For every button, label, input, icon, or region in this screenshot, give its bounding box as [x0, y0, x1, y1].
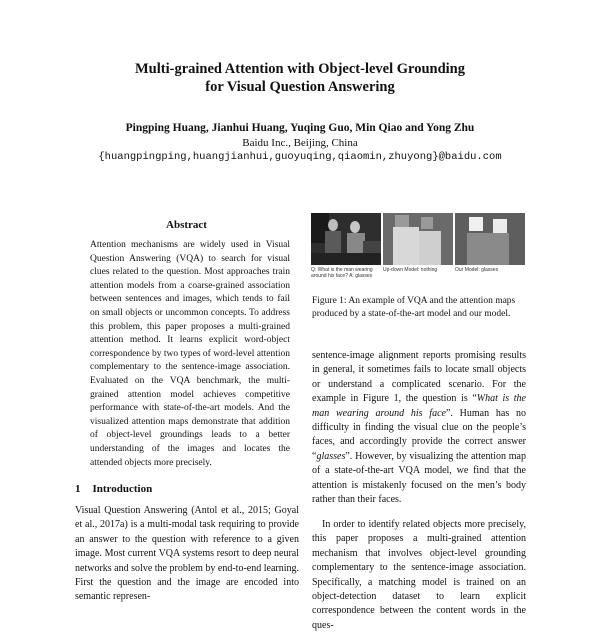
figure-attention-ours [455, 213, 525, 265]
figure-1 [311, 213, 526, 265]
figure-attention-updown [383, 213, 453, 265]
abstract-heading: Abstract [166, 219, 207, 231]
answer-quote: glasses [316, 450, 346, 462]
section-title: Introduction [92, 483, 153, 495]
figure-subcaption-ours: Our Model: glasses [455, 267, 499, 273]
text-run: sentence-image alignment reports promising results in general, it sometimes fails to locate small objects or understand a complicated scenario. For the example in Figure 1, the question is “ [312, 350, 526, 405]
introduction-heading [75, 483, 152, 495]
authors: Pingping Huang, Jianhui Huang, Yuqing Guo, Min Qiao and Yong Zhu [125, 122, 475, 134]
introduction-left-text: Visual Question Answering (Antol et al., 2015; Goyal et al., 2017a) is a multi-modal task requiring to provide an answer to the question with reference to a given image. Most current VQA systems resort to deep neural networks and solve the problem by end-to-end learning. First the question and the image are encoded into semantic represen- [75, 505, 299, 603]
section-number: 1 [75, 483, 81, 495]
question-quote: What is the man wearing around his face [312, 393, 526, 419]
figure-caption: Figure 1: An example of VQA and the attention maps produced by a state-of-the-art model and our model. [312, 296, 516, 319]
text-run: ”. However, by visualizing the attention map of a state-of-the-art VQA model, we find that the attention is mistakenly focused on the men’s body rather than their faces. [312, 450, 526, 506]
author-emails: {huangpingping,huangjianhui,guoyuqing,qiaomin,zhuyong}@baidu.com [98, 151, 502, 163]
title-line-1: Multi-grained Attention with Object-level Grounding [134, 61, 465, 77]
figure-photo-original [311, 213, 381, 265]
figure-subcaption-updown: Up-down Model: nothing [383, 267, 438, 273]
text-run: ”. Human has no difficulty in finding the visual clue on the people’s faces, and accordingly provide the correct answer “ [312, 407, 526, 462]
figure-subcaption-question: Q: What is the man wearing around his face? A: glasses [311, 267, 373, 279]
introduction-right-paragraph-2: In order to identify related objects more precisely, this paper proposes a multi-grained attention mechanism that involves object-level grounding complementary to the sentence-image association. Specifically, a matching model is trained on an object-detection dataset to learn explicit correspondence between the content words in the ques- [312, 519, 526, 631]
abstract-text: Attention mechanisms are widely used in Visual Question Answering (VQA) to search for visual clues related to the question. Most approaches train attention models from a coarse-grained association between sentences and images, which tends to fail on small objects or uncommon concepts. To address this problem, this paper proposes a multi-grained attention method. It learns explicit word-object correspondence by two types of word-level attention complementary to the sentence-image association. Evaluated on the VQA benchmark, the multi-grained attention model achieves competitive performance with state-of-the-art models. And the visualized attention maps demonstrate that addition of object-level groundings leads to a better understanding of the images and locates the attended objects more precisely. [90, 240, 290, 468]
affiliation: Baidu Inc., Beijing, China [242, 137, 358, 149]
introduction-right-paragraph-1 [312, 349, 526, 507]
title-line-2: for Visual Question Answering [205, 79, 395, 95]
paper-title [0, 60, 600, 96]
